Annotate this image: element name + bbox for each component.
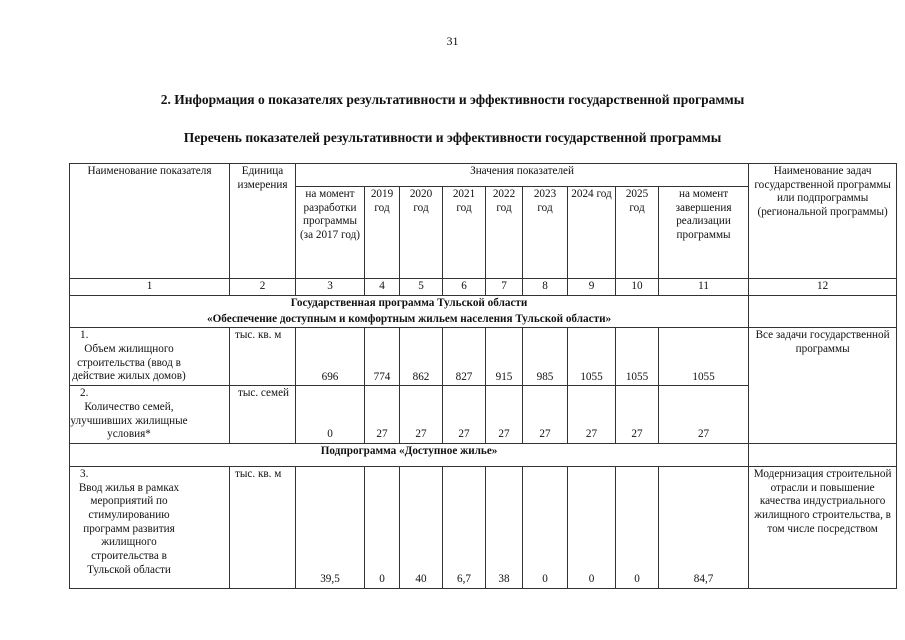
table-row [70, 328, 897, 386]
header-value-col: на момент завершения реализации программы [659, 187, 749, 279]
subprogram-title: Подпрограмма «Доступное жилье» [70, 443, 749, 466]
indicator-name-cell [70, 466, 230, 588]
value-cell: 1055 [568, 328, 616, 386]
column-number: 11 [659, 279, 749, 296]
value-cell: 84,7 [659, 466, 749, 588]
value-cell: 27 [400, 386, 443, 444]
column-number: 9 [568, 279, 616, 296]
section-heading: 2. Информация о показателях результативности и эффективности государственной программы [160, 92, 745, 107]
indicators-table [69, 163, 897, 589]
column-number: 6 [443, 279, 486, 296]
header-value-col: на момент разработки программы (за 2017 год) [296, 187, 365, 279]
value-cell: 27 [659, 386, 749, 444]
indicator-name-cell [70, 328, 230, 386]
indicator-name: Ввод жилья в рамках мероприятий по стимулированию программ развития жилищного строительства в Тульской области [78, 481, 180, 576]
header-value-col: 2025 год [616, 187, 659, 279]
value-cell: 696 [296, 328, 365, 386]
value-cell: 27 [616, 386, 659, 444]
program-title-line1: Государственная программа Тульской области [70, 296, 749, 312]
tasks-cell: Модернизация строительной отрасли и повышение качества индустриального жилищного строительства, в том числе посредством [749, 466, 897, 588]
header-value-col: 2020 год [400, 187, 443, 279]
value-cell: 915 [486, 328, 523, 386]
header-tasks: Наименование задач государственной программы или подпрограммы (региональной программы) [749, 164, 897, 279]
value-cell: 1055 [616, 328, 659, 386]
header-unit: Единица измерения [230, 164, 296, 279]
column-number: 10 [616, 279, 659, 296]
indicator-name: Объем жилищного строительства (ввод в действие жилых домов) [72, 342, 186, 383]
value-cell: 39,5 [296, 466, 365, 588]
header-value-col: 2021 год [443, 187, 486, 279]
header-value-col: 2022 год [486, 187, 523, 279]
value-cell: 985 [523, 328, 568, 386]
tasks-cell: Все задачи государственной программы [749, 328, 897, 444]
header-value-col: 2023 год [523, 187, 568, 279]
row-number: 1. [80, 329, 89, 342]
subprogram-row [70, 443, 897, 466]
column-number: 8 [523, 279, 568, 296]
program-title-line2: «Обеспечение доступным и комфортным жильем населения Тульской области» [70, 312, 749, 328]
indicator-name-cell [70, 386, 230, 444]
header-value-col: 2019 год [365, 187, 400, 279]
column-number: 3 [296, 279, 365, 296]
value-cell: 27 [486, 386, 523, 444]
value-cell: 0 [365, 466, 400, 588]
header-row [70, 164, 897, 187]
page-number: 31 [446, 34, 459, 48]
value-cell: 0 [523, 466, 568, 588]
column-number: 1 [70, 279, 230, 296]
program-title-row [70, 296, 897, 312]
header-indicator-name: Наименование показателя [70, 164, 230, 279]
row-number: 2. [80, 387, 89, 400]
header-values-group: Значения показателей [296, 164, 749, 187]
column-numbers-row [70, 279, 897, 296]
unit-cell: тыс. кв. м [230, 328, 296, 386]
table-row [70, 466, 897, 588]
column-number: 12 [749, 279, 897, 296]
value-cell: 38 [486, 466, 523, 588]
indicator-name: Количество семей, улучшивших жилищные условия* [70, 400, 188, 441]
value-cell: 6,7 [443, 466, 486, 588]
value-cell: 27 [365, 386, 400, 444]
value-cell: 27 [568, 386, 616, 444]
value-cell: 1055 [659, 328, 749, 386]
unit-cell: тыс. кв. м [230, 466, 296, 588]
table-title: Перечень показателей результативности и эффективности государственной программы [183, 130, 722, 145]
value-cell: 0 [616, 466, 659, 588]
program-title-blank [749, 296, 897, 328]
value-cell: 862 [400, 328, 443, 386]
value-cell: 40 [400, 466, 443, 588]
value-cell: 827 [443, 328, 486, 386]
row-number: 3. [80, 467, 89, 480]
column-number: 2 [230, 279, 296, 296]
column-number: 7 [486, 279, 523, 296]
column-number: 5 [400, 279, 443, 296]
unit-cell: тыс. семей [230, 386, 296, 444]
header-value-col: 2024 год [568, 187, 616, 279]
subprogram-blank [749, 443, 897, 466]
value-cell: 774 [365, 328, 400, 386]
value-cell: 27 [523, 386, 568, 444]
value-cell: 0 [296, 386, 365, 444]
value-cell: 27 [443, 386, 486, 444]
column-number: 4 [365, 279, 400, 296]
value-cell: 0 [568, 466, 616, 588]
